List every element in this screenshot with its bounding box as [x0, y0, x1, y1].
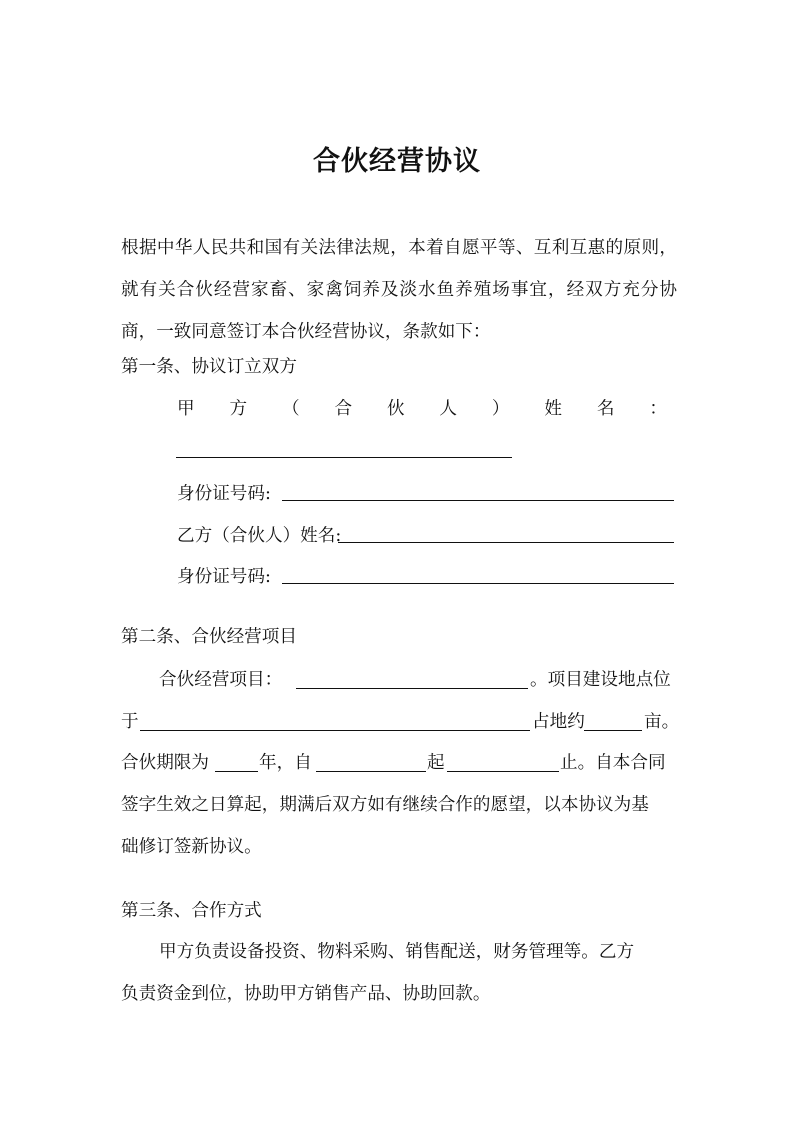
article-2-line-4: 签字生效之日算起，期满后双方如有继续合作的愿望，以本协议为基	[121, 795, 649, 815]
article-3-line-1: 甲方负责设备投资、物料采购、销售配送，财务管理等。乙方	[159, 942, 635, 962]
party-a-char: ：	[649, 399, 667, 419]
party-a-name-blank[interactable]	[176, 457, 512, 458]
at-label: 于	[121, 712, 139, 732]
end-date-blank[interactable]	[447, 771, 559, 772]
to-text: 止。自本合同	[560, 753, 666, 773]
start-date-blank[interactable]	[316, 771, 426, 772]
party-a-id-label: 身份证号码:	[177, 484, 271, 504]
site-text: 。项目建设地点位	[530, 670, 671, 690]
article-3-heading: 第三条、合作方式	[121, 901, 262, 921]
from-label: 起	[427, 753, 445, 773]
article-2-line-5: 础修订签新协议。	[121, 837, 262, 857]
intro-paragraph: 根据中华人民共和国有关法律法规，本着自愿平等、互利互惠的原则，就有关合伙经营家畜、家禽饲养及淡水鱼养殖场事宜，经双方充分协商，一致同意签订本合伙经营协议，条款如下：	[121, 238, 677, 342]
area-blank[interactable]	[584, 730, 642, 731]
article-2-heading: 第二条、合伙经营项目	[121, 627, 297, 647]
party-b-name-blank[interactable]	[338, 542, 674, 543]
area-label: 占地约	[532, 712, 585, 732]
term-label: 合伙期限为	[121, 753, 209, 773]
party-b-id-label: 身份证号码:	[177, 567, 271, 587]
term-years-blank[interactable]	[215, 771, 258, 772]
party-a-name-label	[177, 396, 667, 422]
party-a-char: 名	[596, 399, 615, 419]
site-blank[interactable]	[140, 730, 530, 731]
party-a-char: 人	[439, 399, 458, 419]
party-a-char: 合	[334, 399, 353, 419]
project-blank[interactable]	[296, 688, 528, 689]
party-a-char: 伙	[386, 399, 405, 419]
party-a-char: 甲	[177, 399, 195, 419]
article-1-heading: 第一条、协议订立双方	[121, 357, 297, 377]
party-a-char: （	[281, 399, 300, 419]
document-title: 合伙经营协议	[313, 146, 481, 177]
party-b-name-label: 乙方（合伙人）姓名:	[177, 526, 342, 546]
project-label: 合伙经营项目：	[159, 670, 283, 690]
party-b-id-blank[interactable]	[282, 583, 674, 584]
article-3-line-2: 负责资金到位，协助甲方销售产品、协助回款。	[121, 984, 491, 1004]
year-label: 年，自	[259, 753, 312, 773]
party-a-char: ）	[491, 399, 510, 419]
area-unit: 亩。	[644, 712, 680, 732]
party-a-id-blank[interactable]	[282, 500, 674, 501]
party-a-char: 方	[229, 399, 248, 419]
party-a-char: 姓	[544, 399, 562, 419]
